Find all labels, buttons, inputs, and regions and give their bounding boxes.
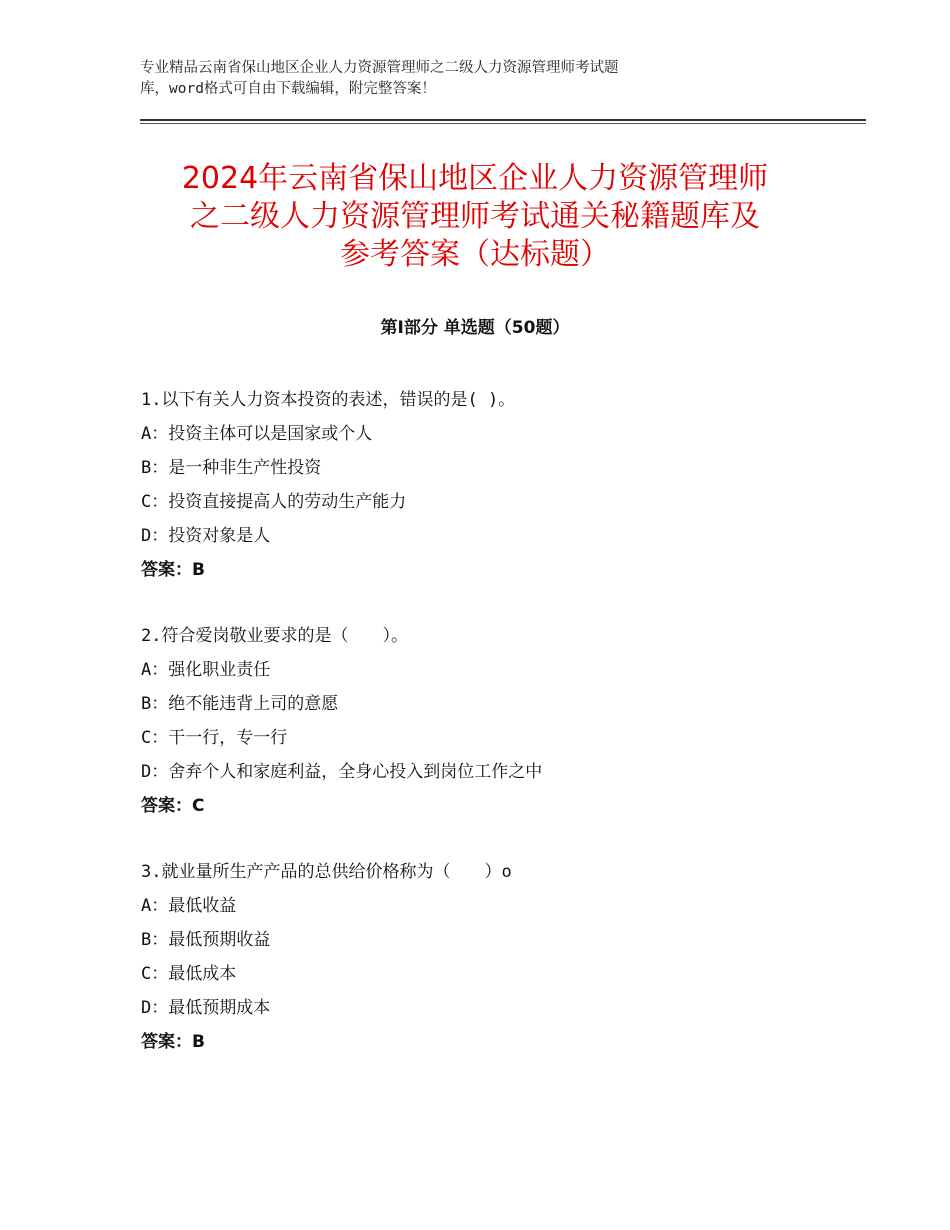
option-c: C：投资直接提高人的劳动生产能力 <box>141 492 407 512</box>
option-d: D：舍弃个人和家庭利益，全身心投入到岗位工作之中 <box>141 762 543 782</box>
question-stem: 1.以下有关人力资本投资的表述，错误的是( )。 <box>141 390 516 410</box>
option-b: B：绝不能违背上司的意愿 <box>141 694 339 714</box>
header-note-line-1: 专业精品云南省保山地区企业人力资源管理师之二级人力资源管理师考试题 <box>140 60 619 76</box>
option-c: C：最低成本 <box>141 964 237 984</box>
header-divider-thick <box>140 119 866 121</box>
option-a: A：最低收益 <box>141 896 237 916</box>
question-list <box>141 383 841 1091</box>
document-title-line-1: 2024年云南省保山地区企业人力资源管理师 <box>181 161 769 196</box>
question-1 <box>141 383 841 587</box>
question-stem: 2.符合爱岗敬业要求的是（ ）。 <box>141 626 408 646</box>
header-divider-thin <box>140 123 866 124</box>
document-title <box>120 160 830 274</box>
section-title: 第Ⅰ部分 单选题（50题） <box>380 318 570 338</box>
document-title-line-2: 之二级人力资源管理师考试通关秘籍题库及 <box>190 199 760 234</box>
answer: 答案：B <box>141 1032 205 1052</box>
option-a: A：强化职业责任 <box>141 660 271 680</box>
option-d: D：投资对象是人 <box>141 526 271 546</box>
question-3 <box>141 855 841 1059</box>
question-2 <box>141 619 841 823</box>
question-stem: 3.就业量所生产产品的总供给价格称为（ ）o <box>141 862 512 882</box>
option-d: D：最低预期成本 <box>141 998 271 1018</box>
option-a: A：投资主体可以是国家或个人 <box>141 424 373 444</box>
option-b: B：是一种非生产性投资 <box>141 458 322 478</box>
option-b: B：最低预期收益 <box>141 930 271 950</box>
option-c: C：干一行，专一行 <box>141 728 288 748</box>
header-note <box>140 58 780 100</box>
answer: 答案：C <box>141 796 205 816</box>
header-note-line-2: 库，word格式可自由下载编辑，附完整答案！ <box>140 81 436 97</box>
document-title-line-3: 参考答案（达标题） <box>340 237 610 272</box>
header-divider <box>140 119 866 125</box>
answer: 答案：B <box>141 560 205 580</box>
